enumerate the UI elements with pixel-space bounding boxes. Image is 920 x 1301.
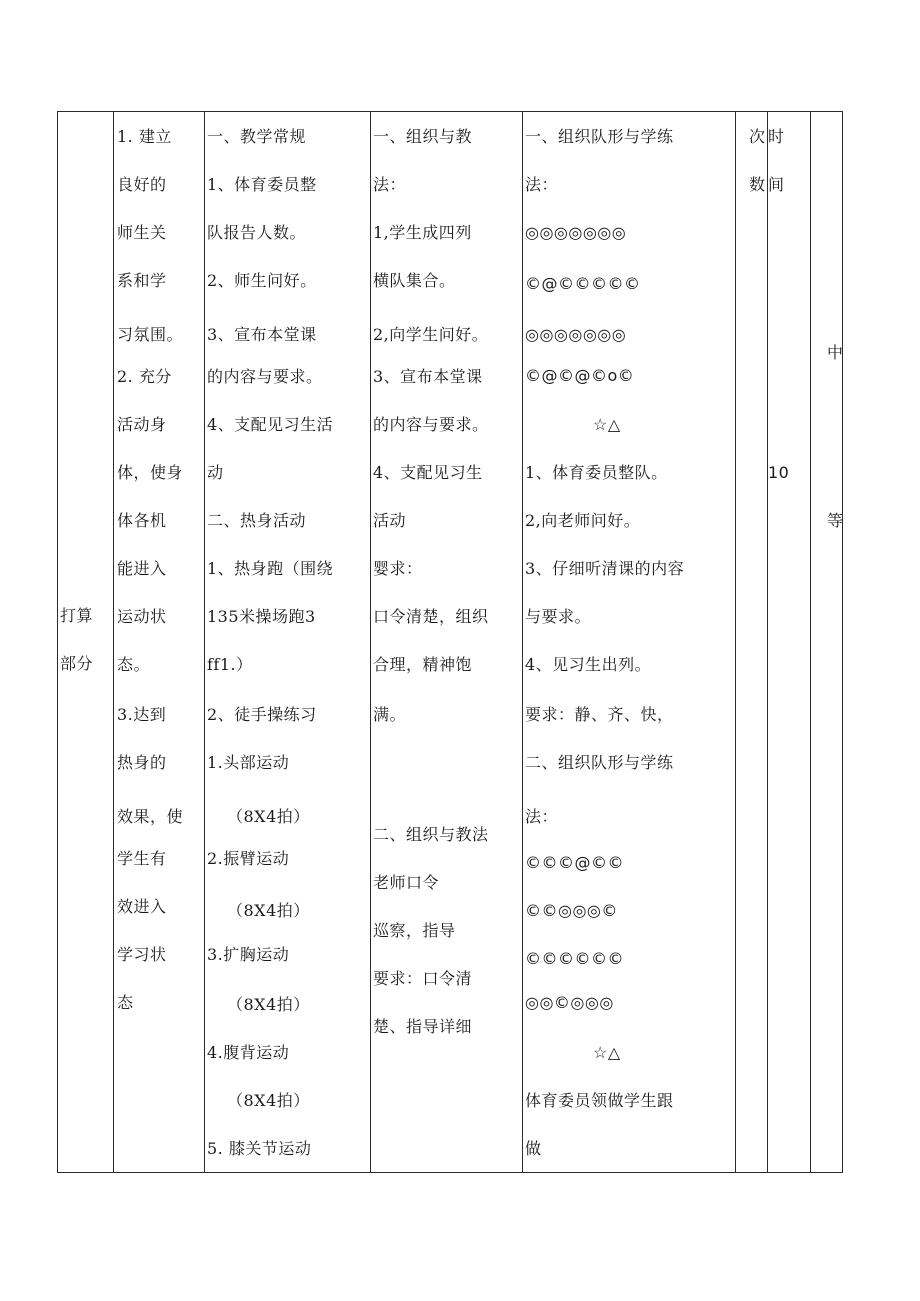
method-line: 巡察，指导 — [373, 921, 456, 940]
column-divider — [735, 111, 736, 1173]
count-header-line2: 数 — [749, 175, 766, 194]
objective-line: 态。 — [117, 655, 151, 674]
formation-cell — [525, 111, 734, 1173]
objective-line: 学习状 — [117, 945, 167, 964]
content-line: （8X4拍） — [227, 1091, 310, 1110]
content-cell — [207, 111, 369, 1173]
method-line: 口令清楚，组织 — [373, 607, 489, 626]
content-line: 的内容与要求。 — [207, 367, 323, 386]
formation-line: 做 — [525, 1139, 542, 1158]
content-line: （8X4拍） — [227, 995, 310, 1014]
formation-symbols: ◎◎◎◎◎◎◎ — [525, 223, 627, 242]
objective-line: 热身的 — [117, 753, 167, 772]
count-cell — [738, 111, 768, 1173]
formation-line: 二、组织队形与学练 — [525, 753, 674, 772]
formation-symbols: ©@©©©©© — [525, 274, 641, 293]
objective-line: 1. 建立 — [117, 127, 172, 146]
objective-line: 能进入 — [117, 559, 167, 578]
content-line: 3、宣布本堂课 — [207, 325, 317, 344]
method-line: 楚、指导详细 — [373, 1017, 473, 1036]
formation-line: 法： — [525, 807, 559, 826]
method-line: 的内容与要求。 — [373, 415, 489, 434]
section-label-cell — [60, 111, 112, 1173]
content-line: 4.腹背运动 — [207, 1043, 290, 1062]
method-line: 要求：口令清 — [373, 969, 473, 988]
objective-line: 系和学 — [117, 271, 167, 290]
method-line: 1,学生成四列 — [373, 223, 472, 242]
method-line: 老师口令 — [373, 873, 440, 892]
formation-line: 要求：静、齐、快， — [525, 705, 674, 724]
content-line: 5. 膝关节运动 — [207, 1139, 312, 1158]
content-line: 135米操场跑3 — [207, 607, 316, 626]
time-value: 10 — [768, 463, 790, 482]
content-line: 2、师生问好。 — [207, 271, 317, 290]
formation-symbols: ©©©©©© — [525, 949, 624, 968]
method-line: 婴求： — [373, 559, 423, 578]
content-line: 1、体育委员整 — [207, 175, 317, 194]
objective-line: 2. 充分 — [117, 367, 172, 386]
formation-line: 3、仔细听清课的内容 — [525, 559, 685, 578]
objective-line: 体，使身 — [117, 463, 184, 482]
formation-line: 体育委员领做学生跟 — [525, 1091, 674, 1110]
method-line: 一、组织与教 — [373, 127, 473, 146]
objective-line: 学生有 — [117, 849, 167, 868]
content-line: 1.头部运动 — [207, 753, 290, 772]
intensity-line1: 中 — [827, 343, 844, 362]
formation-marker: ☆△ — [593, 415, 621, 434]
content-line: 1、热身跑（围绕 — [207, 559, 334, 578]
column-divider — [113, 111, 114, 1173]
method-line: 满。 — [373, 705, 407, 724]
content-line: 队报告人数。 — [207, 223, 307, 242]
intensity-line2: 等 — [827, 511, 844, 530]
method-line: 二、组织与教法 — [373, 825, 489, 844]
objective-line: 师生关 — [117, 223, 167, 242]
content-line: 动 — [207, 463, 224, 482]
intensity-cell — [811, 111, 843, 1173]
content-line: 二、热身活动 — [207, 511, 307, 530]
section-label-line2: 部分 — [60, 654, 94, 673]
formation-symbols: ◎◎◎◎◎◎◎ — [525, 325, 627, 344]
objective-line: 体各机 — [117, 511, 167, 530]
methods-cell — [373, 111, 521, 1173]
formation-line: 法： — [525, 175, 559, 194]
method-line: 法： — [373, 175, 407, 194]
content-line: （8X4拍） — [227, 807, 310, 826]
objective-line: 活动身 — [117, 415, 167, 434]
content-line: 4、支配见习生活 — [207, 415, 334, 434]
method-line: 横队集合。 — [373, 271, 456, 290]
content-line: 一、教学常规 — [207, 127, 307, 146]
method-line: 3、宣布本堂课 — [373, 367, 483, 386]
formation-symbols: ©©◎◎◎© — [525, 901, 618, 920]
column-divider — [204, 111, 205, 1173]
method-line: 2,向学生问好。 — [373, 325, 489, 344]
content-line: 2、徒手操练习 — [207, 705, 317, 724]
time-header-line2: 间 — [768, 175, 785, 194]
objective-line: 效果，使 — [117, 807, 184, 826]
time-header-line1: 时 — [768, 127, 785, 146]
column-divider — [522, 111, 523, 1173]
content-line: ff1.） — [207, 655, 253, 674]
formation-symbols: ©©©@©© — [525, 853, 624, 872]
time-cell — [768, 111, 810, 1173]
objectives-cell — [117, 111, 203, 1173]
content-line: 2.振臂运动 — [207, 849, 290, 868]
formation-line: 4、见习生出列。 — [525, 655, 652, 674]
formation-symbols: ©@©@©o© — [525, 366, 635, 385]
objective-line: 态 — [117, 993, 134, 1012]
objective-line: 习氛围。 — [117, 325, 184, 344]
method-line: 活动 — [373, 511, 407, 530]
objective-line: 效进入 — [117, 897, 167, 916]
column-divider — [370, 111, 371, 1173]
section-label-line1: 打算 — [60, 606, 94, 625]
objective-line: 3.达到 — [117, 705, 167, 724]
formation-marker: ☆△ — [593, 1043, 621, 1062]
formation-line: 1、体育委员整队。 — [525, 463, 668, 482]
formation-symbols: ◎◎©◎◎◎ — [525, 993, 614, 1012]
formation-line: 2,向老师问好。 — [525, 511, 641, 530]
objective-line: 运动状 — [117, 607, 167, 626]
method-line: 合理，精神饱 — [373, 655, 473, 674]
formation-line: 一、组织队形与学练 — [525, 127, 674, 146]
content-line: （8X4拍） — [227, 901, 310, 920]
method-line: 4、支配见习生 — [373, 463, 483, 482]
content-line: 3.扩胸运动 — [207, 945, 290, 964]
count-header-line1: 次 — [749, 127, 766, 146]
objective-line: 良好的 — [117, 175, 167, 194]
formation-line: 与要求。 — [525, 607, 592, 626]
